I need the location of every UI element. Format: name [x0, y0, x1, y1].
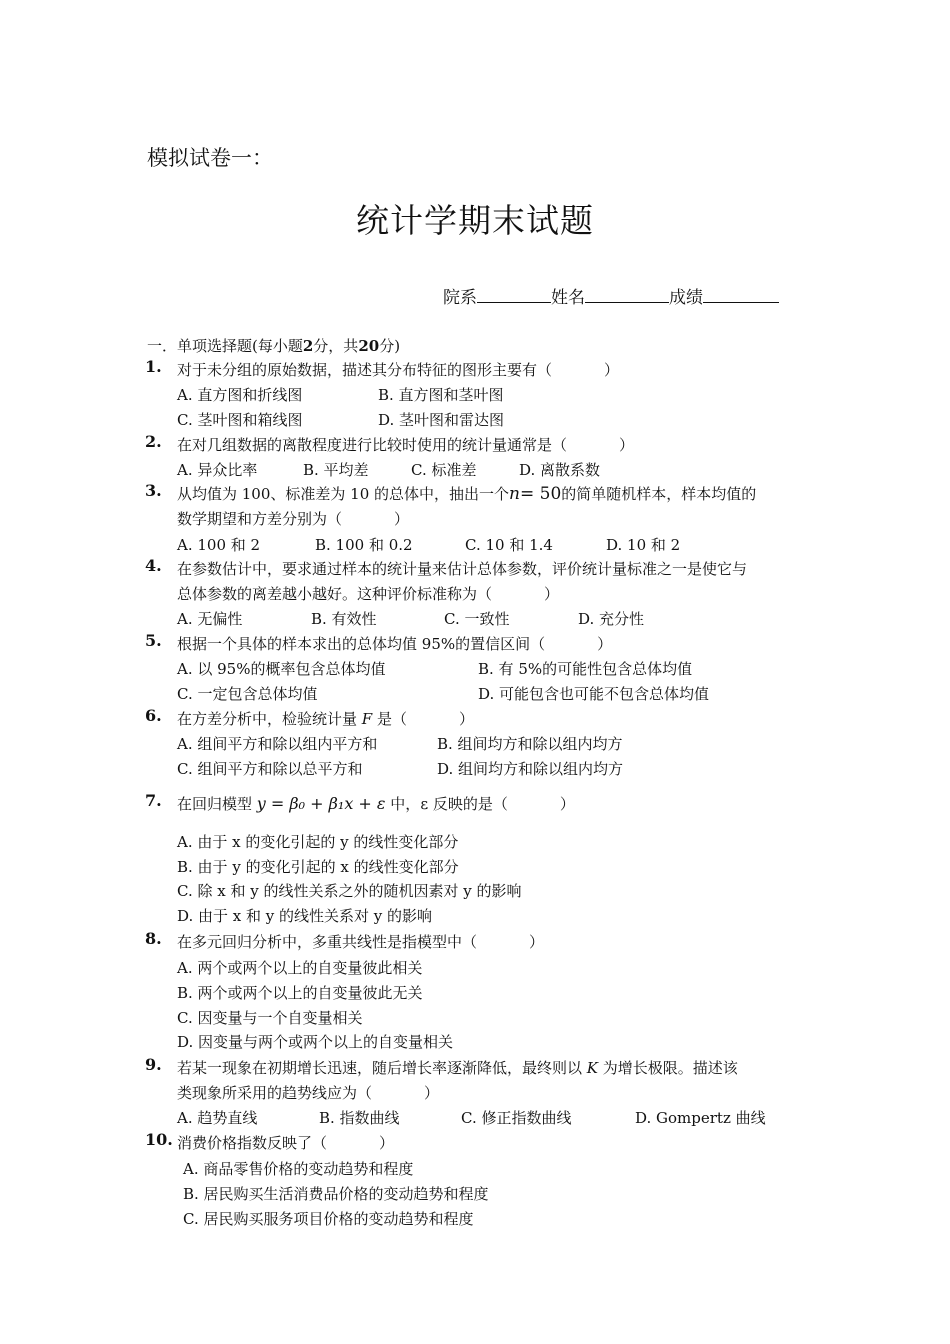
question-text: 在对几组数据的离散程度进行比较时使用的统计量通常是（ ） — [177, 436, 635, 454]
question-number: 8. — [145, 929, 162, 948]
option[interactable]: A. 无偏性 — [177, 610, 243, 628]
name-label: 姓名 — [551, 288, 585, 308]
option[interactable]: B. 直方图和茎叶图 — [378, 386, 504, 404]
option[interactable]: B. 由于 y 的变化引起的 x 的线性变化部分 — [177, 858, 459, 876]
question-number: 9. — [145, 1055, 162, 1074]
question-text-line2: 类现象所采用的趋势线应为（ ） — [177, 1084, 440, 1102]
question-number: 2. — [145, 432, 162, 451]
exam-subtitle: 模拟试卷一： — [147, 146, 273, 170]
option[interactable]: C. 除 x 和 y 的线性关系之外的随机因素对 y 的影响 — [177, 882, 522, 900]
option[interactable]: C. 一致性 — [444, 610, 510, 628]
option[interactable]: B. 组间均方和除以组内均方 — [437, 735, 623, 753]
question-text-line2: 数学期望和方差分别为（ ） — [177, 510, 410, 528]
option[interactable]: A. 商品零售价格的变动趋势和程度 — [183, 1160, 414, 1178]
option[interactable]: B. 指数曲线 — [319, 1109, 400, 1127]
option[interactable]: B. 有 5%的可能性包含总体均值 — [478, 660, 693, 678]
score-label: 成绩 — [669, 288, 703, 308]
dept-label: 院系 — [443, 288, 477, 308]
question-text: 从均值为 100、标准差为 10 的总体中，抽出一个n= 50的简单随机样本，样本均值的 — [177, 484, 757, 504]
name-blank[interactable] — [585, 288, 669, 303]
option[interactable]: A. 100 和 2 — [177, 536, 261, 554]
option[interactable]: B. 有效性 — [311, 610, 377, 628]
question-number: 6. — [145, 706, 162, 725]
option[interactable]: D. 可能包含也可能不包含总体均值 — [478, 685, 710, 703]
regression-model: y = β₀ + β₁x + ε — [256, 794, 386, 813]
option[interactable]: D. 组间均方和除以组内均方 — [437, 760, 624, 778]
option[interactable]: A. 由于 x 的变化引起的 y 的线性变化部分 — [177, 833, 459, 851]
option[interactable]: C. 标准差 — [411, 461, 477, 479]
option[interactable]: D. 10 和 2 — [606, 536, 681, 554]
section-header: 一．单项选择题(每小题2分，共20分) — [147, 337, 401, 355]
option[interactable]: C. 修正指数曲线 — [461, 1109, 572, 1127]
question-text: 在参数估计中，要求通过样本的统计量来估计总体参数，评价统计量标准之一是使它与 — [177, 560, 748, 578]
score-blank[interactable] — [703, 288, 779, 303]
option[interactable]: A. 组间平方和除以组内平方和 — [177, 735, 378, 753]
option[interactable]: C. 10 和 1.4 — [465, 536, 553, 554]
option[interactable]: D. 充分性 — [578, 610, 645, 628]
option[interactable]: C. 因变量与一个自变量相关 — [177, 1009, 363, 1027]
option[interactable]: B. 两个或两个以上的自变量彼此无关 — [177, 984, 423, 1002]
option[interactable]: A. 趋势直线 — [177, 1109, 258, 1127]
student-info — [443, 283, 779, 308]
option[interactable]: C. 茎叶图和箱线图 — [177, 411, 303, 429]
question-text: 在回归模型 y = β₀ + β₁x + ε 中，ε 反映的是（ ） — [177, 794, 575, 813]
option[interactable]: A. 直方图和折线图 — [177, 386, 303, 404]
question-text: 根据一个具体的样本求出的总体均值 95%的置信区间（ ） — [177, 635, 613, 653]
question-number: 4. — [145, 556, 162, 575]
question-text: 在多元回归分析中，多重共线性是指模型中（ ） — [177, 933, 545, 951]
exam-title: 统计学期末试题 — [356, 201, 594, 240]
question-text: 若某一现象在初期增长迅速，随后增长率逐渐降低，最终则以 K 为增长极限。描述该 — [177, 1059, 738, 1077]
option[interactable]: D. 离散系数 — [519, 461, 601, 479]
option[interactable]: C. 一定包含总体均值 — [177, 685, 318, 703]
option[interactable]: D. 茎叶图和雷达图 — [378, 411, 505, 429]
question-number: 10. — [145, 1130, 173, 1149]
option[interactable]: B. 居民购买生活消费品价格的变动趋势和程度 — [183, 1185, 489, 1203]
option[interactable]: C. 组间平方和除以总平方和 — [177, 760, 363, 778]
option[interactable]: A. 异众比率 — [177, 461, 258, 479]
question-text-line2: 总体参数的离差越小越好。这种评价标准称为（ ） — [177, 585, 560, 603]
question-text: 消费价格指数反映了（ ） — [177, 1134, 395, 1152]
option[interactable]: A. 以 95%的概率包含总体均值 — [177, 660, 386, 678]
question-text: 在方差分析中，检验统计量 F 是（ ） — [177, 710, 475, 728]
question-text: 对于未分组的原始数据，描述其分布特征的图形主要有（ ） — [177, 361, 620, 379]
question-number: 5. — [145, 631, 162, 650]
dept-blank[interactable] — [477, 288, 551, 303]
option[interactable]: D. 因变量与两个或两个以上的自变量相关 — [177, 1033, 454, 1051]
question-number: 3. — [145, 481, 162, 500]
option[interactable]: B. 平均差 — [303, 461, 369, 479]
option[interactable]: C. 居民购买服务项目价格的变动趋势和程度 — [183, 1210, 474, 1228]
question-number: 1. — [145, 357, 162, 376]
option[interactable]: D. 由于 x 和 y 的线性关系对 y 的影响 — [177, 907, 433, 925]
question-number: 7. — [145, 791, 162, 810]
option[interactable]: D. Gompertz 曲线 — [635, 1109, 766, 1127]
option[interactable]: B. 100 和 0.2 — [315, 536, 413, 554]
option[interactable]: A. 两个或两个以上的自变量彼此相关 — [177, 959, 423, 977]
